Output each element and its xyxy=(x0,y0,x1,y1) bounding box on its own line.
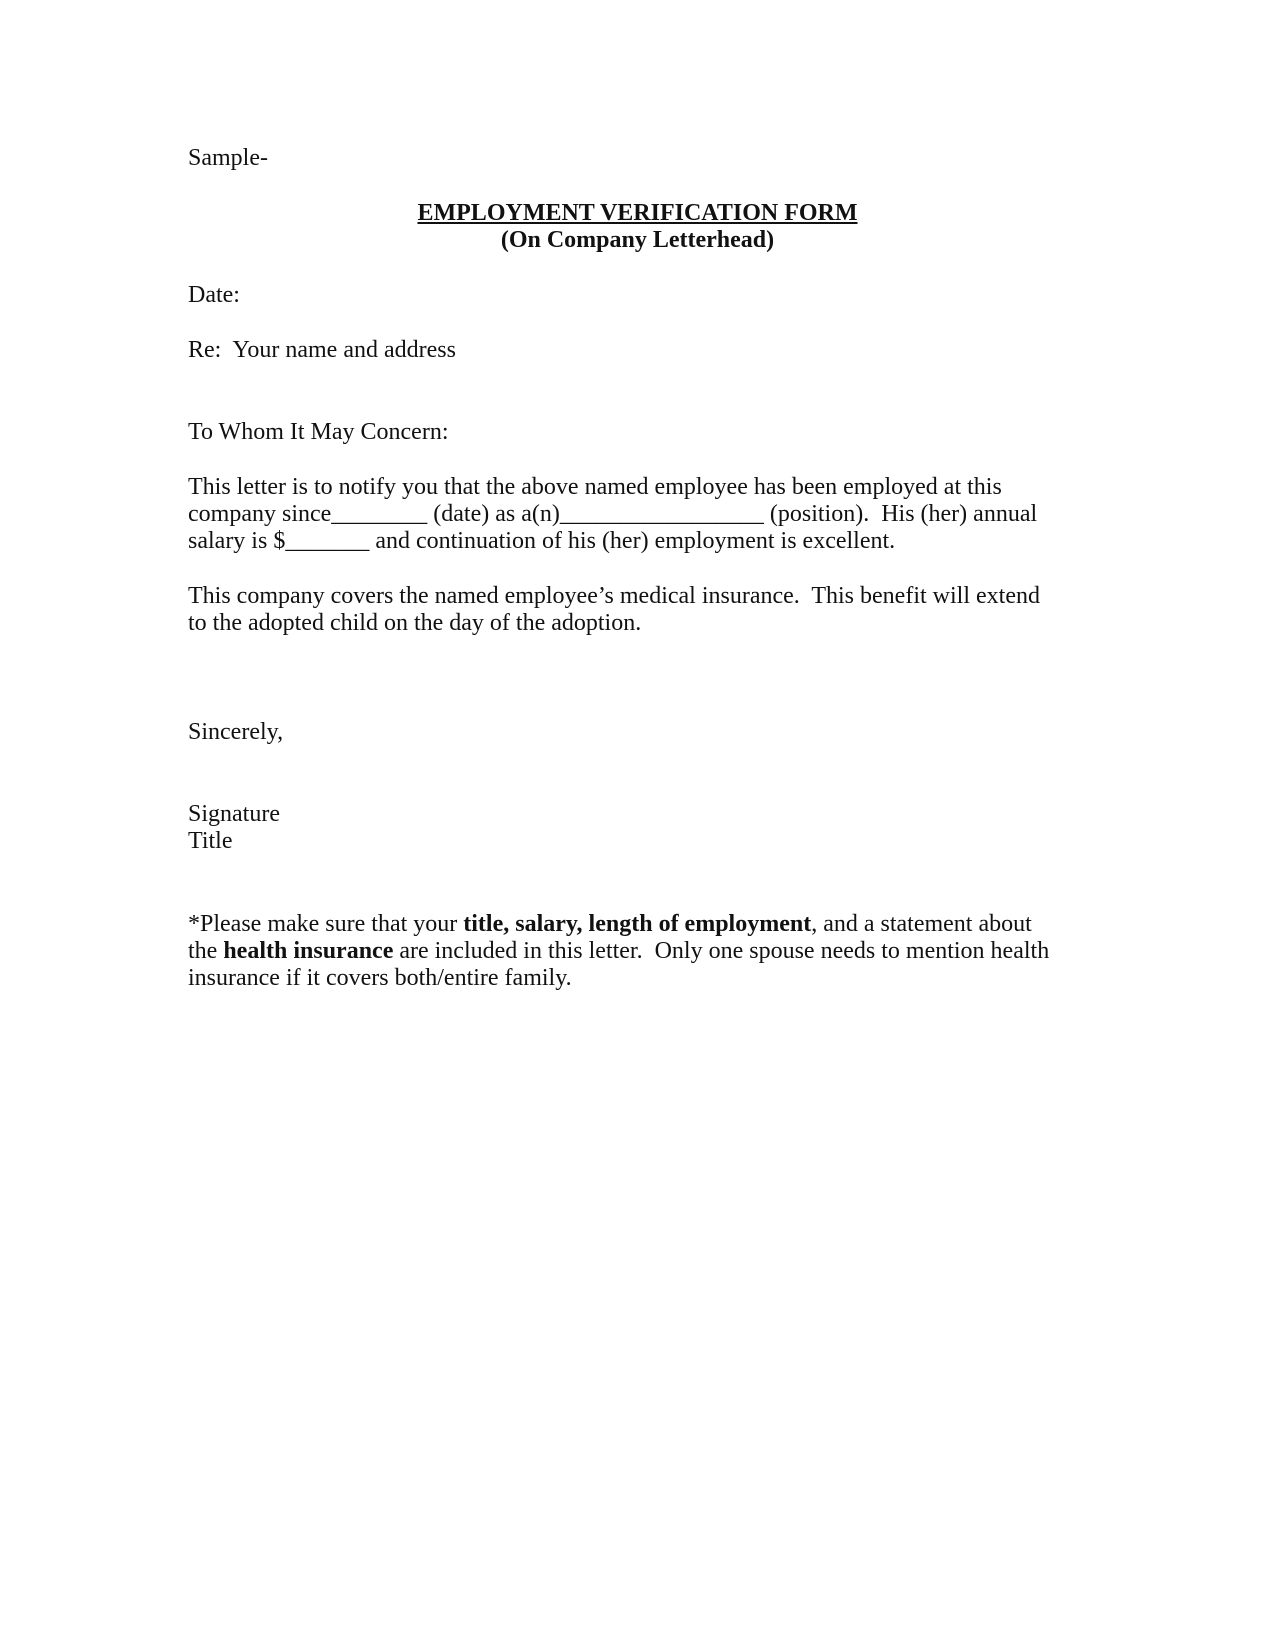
paragraph1-line1: This letter is to notify you that the above named employee has been employed at this xyxy=(188,474,1002,500)
form-title: EMPLOYMENT VERIFICATION FORM xyxy=(417,200,858,226)
paragraph1-line3: salary is $_______ and continuation of his (her) employment is excellent. xyxy=(188,528,896,554)
note-line1-suffix: , and a statement about xyxy=(811,911,1032,937)
note-line3: insurance if it covers both/entire family. xyxy=(188,965,572,991)
note-line2-prefix: the xyxy=(188,938,224,964)
closing: Sincerely, xyxy=(188,719,284,745)
date-label: Date: xyxy=(188,282,240,308)
paragraph2-line1: This company covers the named employee’s medical insurance. This benefit will extend xyxy=(188,583,1040,609)
note-line2-suffix: are included in this letter. Only one spouse needs to mention health xyxy=(393,938,1050,964)
form-subtitle: (On Company Letterhead) xyxy=(500,227,775,253)
note-line1-bold: title, salary, length of employment xyxy=(463,911,812,937)
note-line2 xyxy=(188,937,1049,965)
signature-label: Signature xyxy=(188,801,280,827)
sample-label: Sample- xyxy=(188,145,268,171)
note-line1-prefix: *Please make sure that your xyxy=(188,911,464,937)
paragraph1-line2: company since________ (date) as a(n)_________________ (position). His (her) annual xyxy=(188,501,1038,527)
note-line1 xyxy=(188,910,1032,938)
title-label: Title xyxy=(188,828,233,854)
re-line: Re: Your name and address xyxy=(188,337,456,363)
note-line2-bold: health insurance xyxy=(223,938,394,964)
salutation: To Whom It May Concern: xyxy=(188,419,449,445)
paragraph2-line2: to the adopted child on the day of the adoption. xyxy=(188,610,642,636)
